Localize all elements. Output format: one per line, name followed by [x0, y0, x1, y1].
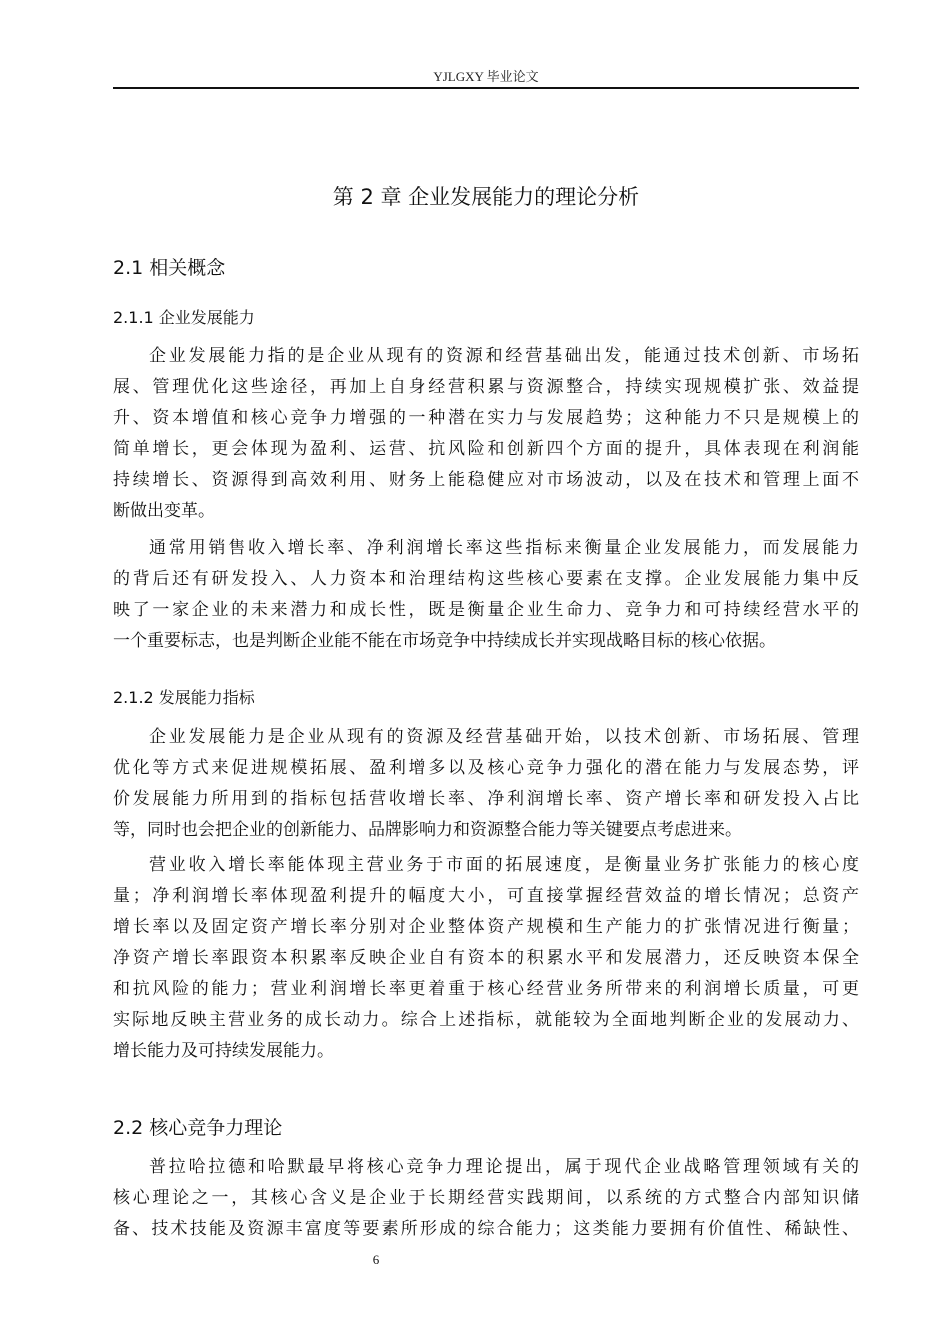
paragraph-line: 增长能力及可持续发展能力。	[113, 1041, 334, 1061]
paragraph-line: 实际地反映主营业务的成长动力。综合上述指标，就能较为全面地判断企业的发展动力、	[113, 1010, 859, 1030]
page-number: 6	[372, 1252, 380, 1267]
paragraph-2-1-1-b	[113, 533, 859, 657]
paragraph-line: 和抗风险的能力；营业利润增长率更着重于核心经营业务所带来的利润增长质量，可更	[113, 979, 859, 999]
paragraph-line: 等，同时也会把企业的创新能力、品牌影响力和资源整合能力等关键要点考虑进来。	[113, 820, 742, 840]
running-header: YJLGXY 毕业论文	[433, 69, 539, 84]
paragraph-line: 优化等方式来促进规模拓展、盈利增多以及核心竞争力强化的潜在能力与发展态势，评	[113, 758, 859, 778]
paragraph-line: 的背后还有研发投入、人力资本和治理结构这些核心要素在支撑。企业发展能力集中反	[113, 569, 859, 589]
paragraph-line: 价发展能力所用到的指标包括营收增长率、净利润增长率、资产增长率和研发投入占比	[113, 789, 859, 809]
paragraph-line: 备、技术技能及资源丰富度等要素所形成的综合能力；这类能力要拥有价值性、稀缺性、	[113, 1219, 859, 1239]
chapter-title: 第 2 章 企业发展能力的理论分析	[332, 185, 640, 209]
paragraph-line: 核心理论之一，其核心含义是企业于长期经营实践期间，以系统的方式整合内部知识储	[113, 1188, 859, 1208]
section-heading-2-2: 2.2 核心竞争力理论	[113, 1117, 283, 1139]
paragraph-line: 映了一家企业的未来潜力和成长性，既是衡量企业生命力、竞争力和可持续经营水平的	[113, 600, 859, 620]
paragraph-line: 断做出变革。	[113, 501, 215, 521]
paragraph-line: 企业发展能力指的是企业从现有的资源和经营基础出发，能通过技术创新、市场拓	[149, 346, 859, 366]
paragraph-line: 展、管理优化这些途径，再加上自身经营积累与资源整合，持续实现规模扩张、效益提	[113, 377, 859, 397]
paragraph-line: 简单增长，更会体现为盈利、运营、抗风险和创新四个方面的提升，具体表现在利润能	[113, 439, 859, 459]
paragraph-line: 升、资本增值和核心竞争力增强的一种潜在实力与发展趋势；这种能力不只是规模上的	[113, 408, 859, 428]
paragraph-line: 增长率以及固定资产增长率分别对企业整体资产规模和生产能力的扩张情况进行衡量；	[113, 917, 859, 937]
paragraph-2-1-2-b	[113, 850, 859, 1067]
section-heading-2-1-2: 2.1.2 发展能力指标	[113, 688, 255, 707]
paragraph-line: 持续增长、资源得到高效利用、财务上能稳健应对市场波动，以及在技术和管理上面不	[113, 470, 859, 490]
paragraph-line: 净资产增长率跟资本积累率反映企业自有资本的积累水平和发展潜力，还反映资本保全	[113, 948, 859, 968]
paragraph-line: 普拉哈拉德和哈默最早将核心竞争力理论提出，属于现代企业战略管理领域有关的	[149, 1157, 859, 1177]
header-rule	[113, 87, 859, 89]
paragraph-line: 通常用销售收入增长率、净利润增长率这些指标来衡量企业发展能力，而发展能力	[149, 538, 859, 558]
paragraph-2-1-2-a	[113, 722, 859, 846]
paragraph-line: 量；净利润增长率体现盈利提升的幅度大小，可直接掌握经营效益的增长情况；总资产	[113, 886, 859, 906]
paragraph-line: 企业发展能力是企业从现有的资源及经营基础开始，以技术创新、市场拓展、管理	[149, 727, 859, 747]
paragraph-2-2-a	[113, 1152, 859, 1245]
section-heading-2-1-1: 2.1.1 企业发展能力	[113, 308, 255, 327]
paragraph-2-1-1-a	[113, 341, 859, 527]
paragraph-line: 一个重要标志，也是判断企业能不能在市场竞争中持续成长并实现战略目标的核心依据。	[113, 631, 776, 651]
paragraph-line: 营业收入增长率能体现主营业务于市面的拓展速度，是衡量业务扩张能力的核心度	[149, 855, 859, 875]
section-heading-2-1: 2.1 相关概念	[113, 257, 226, 279]
